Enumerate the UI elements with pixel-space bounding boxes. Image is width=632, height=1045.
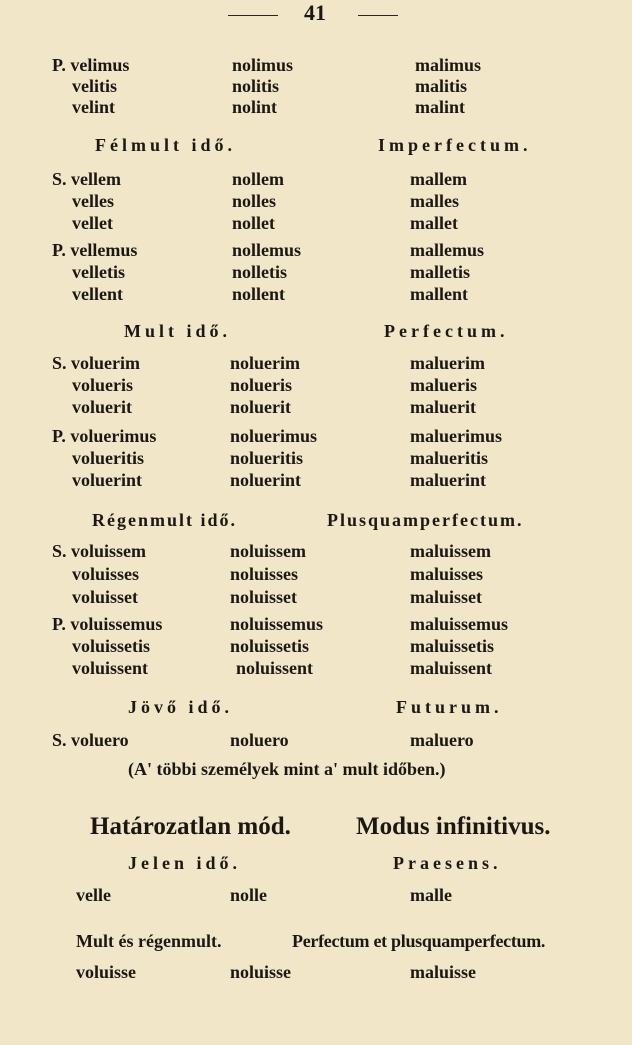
form-cell: voluisset xyxy=(72,587,139,607)
form-cell: vellent xyxy=(72,284,123,304)
form-cell: maluerim xyxy=(410,353,485,373)
form-cell: maluero xyxy=(410,730,474,750)
section-heading-la: Plusquamperfectum. xyxy=(327,510,524,530)
form-cell: noluissemus xyxy=(230,614,324,634)
form-cell: noluisse xyxy=(230,962,292,982)
form-cell: maluissetis xyxy=(410,636,495,656)
form-cell: velle xyxy=(76,885,111,905)
form-cell: P. voluissemus xyxy=(52,614,163,634)
form-cell: noluissem xyxy=(230,541,307,561)
section-heading-hu: Jelen idő. xyxy=(128,853,242,873)
section-heading-la: Praesens. xyxy=(393,853,502,873)
form-cell: P. voluerimus xyxy=(52,426,157,446)
form-cell: mallet xyxy=(410,213,458,233)
form-cell: nollem xyxy=(232,169,284,189)
section-heading-hu: Jövő idő. xyxy=(128,697,234,717)
form-cell: nolle xyxy=(230,885,268,905)
form-cell: mallent xyxy=(410,284,468,304)
form-cell: maluisses xyxy=(410,564,484,584)
section-heading-hu: Mult és régenmult. xyxy=(76,931,222,951)
section-heading-hu: Régenmult idő. xyxy=(92,510,237,530)
form-cell: nolint xyxy=(232,97,278,117)
form-cell: maluissemus xyxy=(410,614,509,634)
header-rule-left xyxy=(228,15,278,16)
form-cell: noluerim xyxy=(230,353,300,373)
form-cell: S. vellem xyxy=(52,169,121,189)
header-rule-right xyxy=(358,15,398,16)
form-cell: malueris xyxy=(410,375,477,395)
form-cell: nollet xyxy=(232,213,275,233)
form-cell: nolimus xyxy=(232,55,294,75)
page-number: 41 xyxy=(304,0,326,25)
section-title-la: Modus infinitivus. xyxy=(356,813,551,840)
form-cell: noluisset xyxy=(230,587,298,607)
form-cell: P. velimus xyxy=(52,55,130,75)
form-cell: S. voluero xyxy=(52,730,129,750)
form-cell: noluerimus xyxy=(230,426,318,446)
form-cell: velles xyxy=(72,191,114,211)
form-cell: volueris xyxy=(72,375,133,395)
form-cell: malles xyxy=(410,191,459,211)
form-cell: malle xyxy=(410,885,452,905)
form-cell: noluerit xyxy=(230,397,291,417)
section-heading-la: Imperfectum. xyxy=(378,135,532,155)
form-cell: maluerit xyxy=(410,397,476,417)
form-cell: maluissem xyxy=(410,541,491,561)
section-heading-la: Futurum. xyxy=(396,697,503,717)
form-cell: velitis xyxy=(72,76,117,96)
form-cell: S. voluerim xyxy=(52,353,140,373)
section-title-hu: Határozatlan mód. xyxy=(90,813,291,840)
form-cell: velint xyxy=(72,97,115,117)
form-cell: maluisse xyxy=(410,962,477,982)
form-cell: maluerimus xyxy=(410,426,502,446)
form-cell: noluero xyxy=(230,730,289,750)
form-cell: nolueritis xyxy=(230,448,304,468)
section-heading-hu: Mult idő. xyxy=(124,321,232,341)
form-cell: voluissetis xyxy=(72,636,151,656)
section-heading-la: Perfectum. xyxy=(384,321,509,341)
note-text: (A' többi személyek mint a' mult időben.) xyxy=(128,759,446,779)
form-cell: noluissent xyxy=(236,658,314,678)
form-cell: S. voluissem xyxy=(52,541,147,561)
form-cell: volueritis xyxy=(72,448,144,468)
form-cell: nolueris xyxy=(230,375,293,395)
form-cell: malitis xyxy=(415,76,467,96)
form-cell: noluerint xyxy=(230,470,302,490)
form-cell: malint xyxy=(415,97,466,117)
form-cell: mallemus xyxy=(410,240,484,260)
form-cell: noluisses xyxy=(230,564,299,584)
form-cell: voluisses xyxy=(72,564,140,584)
form-cell: nolitis xyxy=(232,76,280,96)
form-cell: mallem xyxy=(410,169,467,189)
form-cell: malimus xyxy=(415,55,482,75)
form-cell: nolletis xyxy=(232,262,288,282)
form-cell: nollemus xyxy=(232,240,302,260)
form-cell: velletis xyxy=(72,262,125,282)
form-cell: malueritis xyxy=(410,448,488,468)
form-cell: voluissent xyxy=(72,658,149,678)
section-heading-hu: Félmult idő. xyxy=(95,135,236,155)
form-cell: malletis xyxy=(410,262,470,282)
section-heading-la: Perfectum et plusquamperfectum. xyxy=(292,931,546,951)
form-cell: voluerint xyxy=(72,470,142,490)
form-cell: noluissetis xyxy=(230,636,310,656)
form-cell: maluissent xyxy=(410,658,493,678)
form-cell: nollent xyxy=(232,284,286,304)
form-cell: voluisse xyxy=(76,962,137,982)
form-cell: voluerit xyxy=(72,397,132,417)
form-cell: P. vellemus xyxy=(52,240,138,260)
form-cell: vellet xyxy=(72,213,113,233)
form-cell: nolles xyxy=(232,191,277,211)
form-cell: maluerint xyxy=(410,470,486,490)
form-cell: maluisset xyxy=(410,587,482,607)
